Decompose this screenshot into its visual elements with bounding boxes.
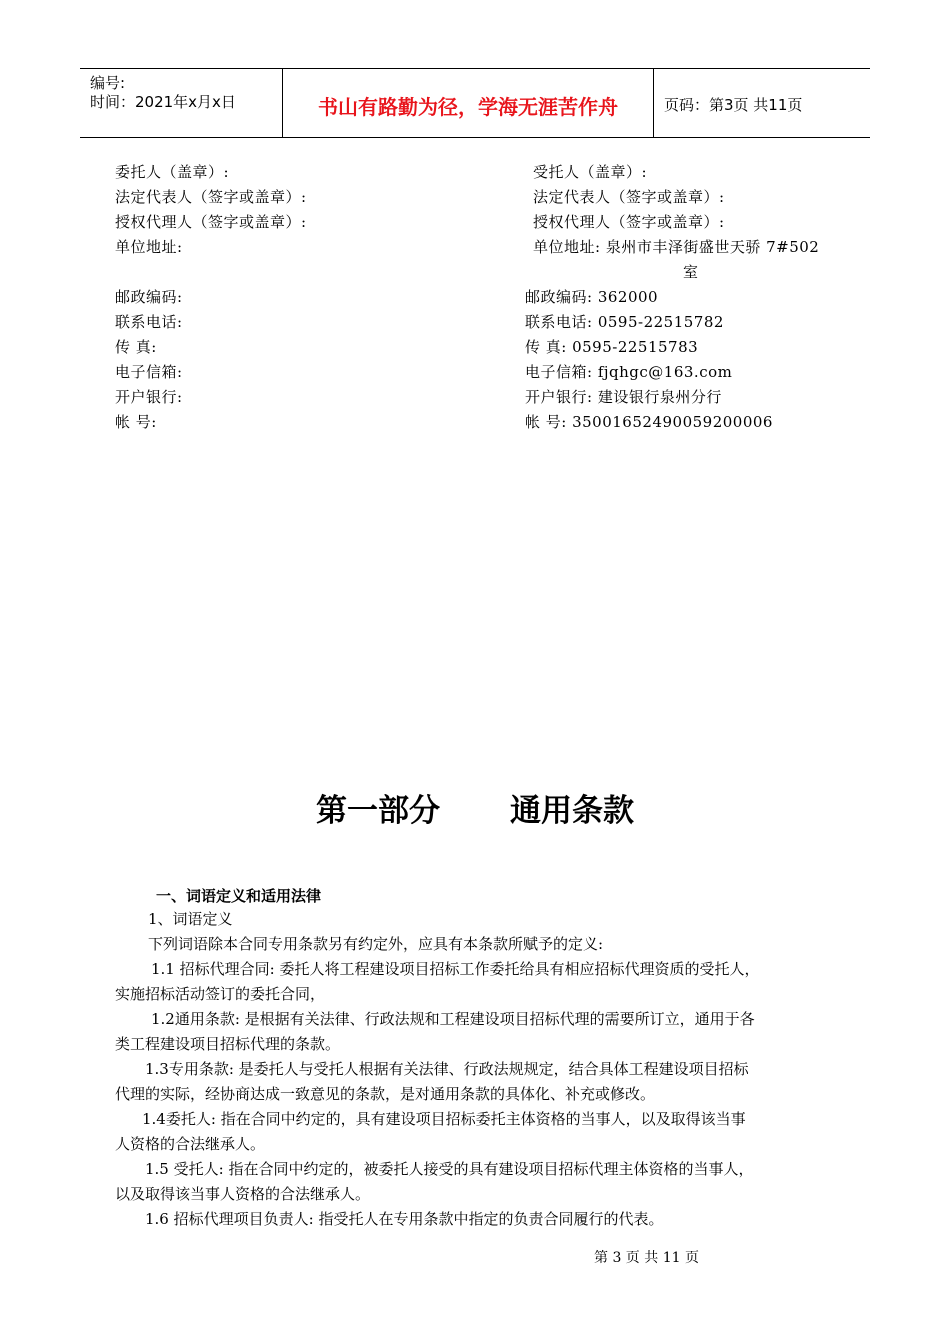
agent-address: 单位地址: 泉州市丰泽街盛世天骄 7#502	[533, 238, 820, 256]
clause-1-5	[115, 1157, 845, 1207]
section-title	[0, 785, 950, 830]
section-title-part: 第一部分	[316, 793, 440, 829]
page-footer: 第 3 页 共 11 页	[594, 1250, 699, 1266]
clause-1-6	[115, 1207, 845, 1232]
agent-account: 帐 号: 35001652490059200006	[525, 413, 773, 431]
sub-heading: 1、词语定义	[148, 910, 233, 928]
clause-line: 人资格的合法继承人。	[115, 1135, 266, 1153]
section-heading: 一、词语定义和适用法律	[156, 887, 322, 905]
client-account: 帐 号:	[115, 413, 157, 431]
client-postcode: 邮政编码:	[115, 288, 183, 306]
clause-line: 类工程建设项目招标代理的条款。	[115, 1035, 341, 1053]
client-address: 单位地址:	[115, 238, 183, 256]
clause-line: 实施招标活动签订的委托合同，	[115, 985, 326, 1003]
agent-phone: 联系电话: 0595-22515782	[525, 313, 724, 331]
agent-legal-rep: 法定代表人（签字或盖章）:	[533, 188, 725, 206]
number-label: 编号:	[90, 74, 126, 92]
clause-line: 1.3专用条款: 是委托人与受托人根据有关法律、行政法规规定，结合具体工程建设项目招标	[145, 1060, 749, 1078]
client-email: 电子信箱:	[115, 363, 183, 381]
agent-email: 电子信箱: fjqhgc@163.com	[525, 363, 733, 381]
clause-1-4	[115, 1107, 845, 1157]
intro-text: 下列词语除本合同专用条款另有约定外，应具有本条款所赋予的定义:	[148, 935, 604, 953]
client-phone: 联系电话:	[115, 313, 183, 331]
client-agent: 授权代理人（签字或盖章）:	[115, 213, 307, 231]
motto: 书山有路勤为径，学海无涯苦作舟	[318, 95, 618, 119]
header-meta-cell	[80, 69, 283, 137]
header-motto-cell	[283, 69, 654, 137]
page-header	[80, 68, 870, 138]
header-page-cell	[654, 69, 870, 137]
agent-fax: 传 真: 0595-22515783	[525, 338, 699, 356]
agent-address-cont: 室	[683, 263, 699, 281]
clause-line: 1.1 招标代理合同: 委托人将工程建设项目招标工作委托给具有相应招标代理资质的受托人，	[151, 960, 760, 978]
client-fax: 传 真:	[115, 338, 157, 356]
clause-line: 1.6 招标代理项目负责人: 指受托人在专用条款中指定的负责合同履行的代表。	[145, 1210, 664, 1228]
client-seal: 委托人（盖章）:	[115, 163, 230, 181]
client-legal-rep: 法定代表人（签字或盖章）:	[115, 188, 307, 206]
clause-1-1	[115, 957, 845, 1007]
clause-line: 代理的实际，经协商达成一致意见的条款，是对通用条款的具体化、补充或修改。	[115, 1085, 656, 1103]
clause-line: 1.4委托人: 指在合同中约定的，具有建设项目招标委托主体资格的当事人，以及取得该当事	[142, 1110, 746, 1128]
page-label: 页码：第3页 共11页	[664, 96, 803, 114]
clause-1-2	[115, 1007, 845, 1057]
agent-postcode: 邮政编码: 362000	[525, 288, 659, 306]
clause-line: 以及取得该当事人资格的合法继承人。	[115, 1185, 371, 1203]
agent-agent: 授权代理人（签字或盖章）:	[533, 213, 725, 231]
client-bank: 开户银行:	[115, 388, 183, 406]
clause-line: 1.5 受托人: 指在合同中约定的，被委托人接受的具有建设项目招标代理主体资格的当事人，	[145, 1160, 754, 1178]
clause-line: 1.2通用条款: 是根据有关法律、行政法规和工程建设项目招标代理的需要所订立，通用于各	[151, 1010, 755, 1028]
time-label: 时间：2021年x月x日	[90, 93, 236, 111]
clause-1-3	[115, 1057, 845, 1107]
agent-bank: 开户银行: 建设银行泉州分行	[525, 388, 722, 406]
section-title-name: 通用条款	[510, 793, 634, 829]
agent-seal: 受托人（盖章）:	[533, 163, 648, 181]
